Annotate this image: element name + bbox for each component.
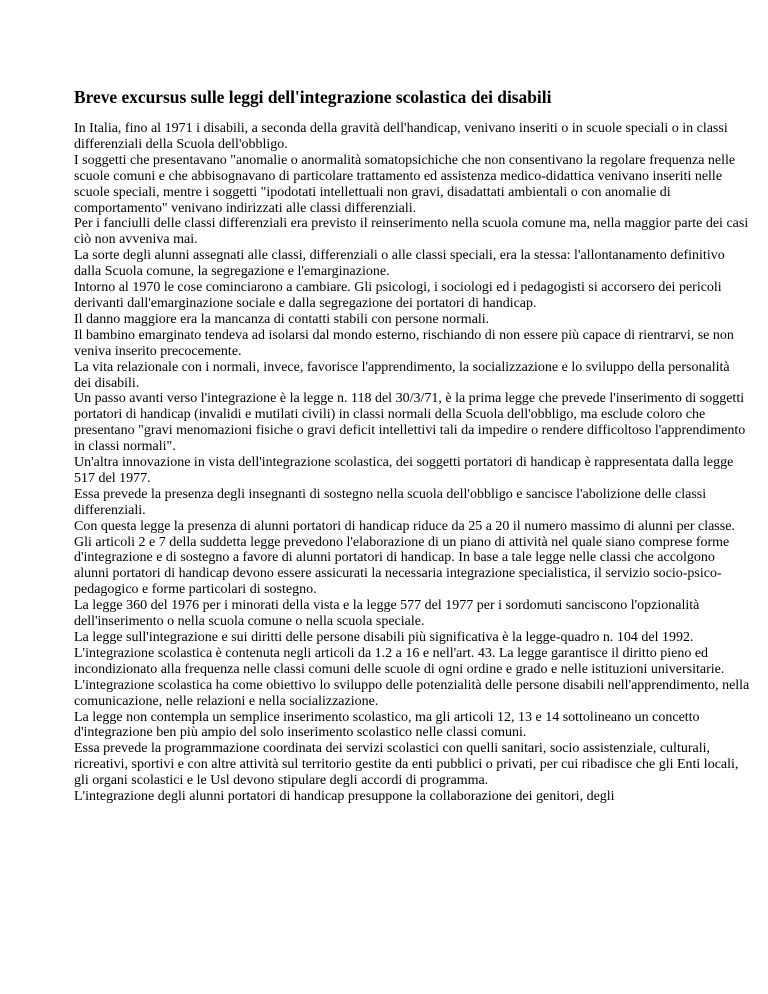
paragraph: Essa prevede la presenza degli insegnanti di sostegno nella scuola dell'obbligo e sancisce l'abolizione delle classi differenziali. [74,486,707,518]
paragraph: La vita relazionale con i normali, invece, favorisce l'apprendimento, la socializzazione e lo sviluppo della personalità dei disabili. [74,359,730,391]
paragraph: Con questa legge la presenza di alunni portatori di handicap riduce da 25 a 20 il numero massimo di alunni per classe. [74,518,735,534]
paragraph: L'integrazione degli alunni portatori di handicap presuppone la collaborazione dei genitori, degli [74,789,615,805]
paragraph: La legge 360 del 1976 per i minorati della vista e la legge 577 del 1977 per i sordomuti sanciscono l'opzionalità dell'inserimento o nella scuola comune o nella scuola speciale. [74,598,700,630]
paragraph: Intorno al 1970 le cose cominciarono a cambiare. Gli psicologi, i sociologi ed i pedagogisti si accorsero dei pericoli derivanti dall'emarginazione sociale e dalla segregazione dei portatori di handicap. [74,280,722,311]
paragraph: In Italia, fino al 1971 i disabili, a seconda della gravità dell'handicap, venivano inseriti o in scuole speciali o in classi differenziali della Scuola dell'obbligo. [74,121,728,152]
paragraph: L'integrazione scolastica ha come obiettivo lo sviluppo delle potenzialità delle persone disabili nell'apprendimento, nella comunicazione, nelle relazioni e nella socializzazione. [74,677,750,709]
paragraph: Essa prevede la programmazione coordinata dei servizi scolastici con quelli sanitari, socio assistenziale, culturali, ricreativi, sportivi e con altre attività sul territorio gestite da enti pubblici o privati, per cui ribadisce che gli Enti locali, gli organi scolastici e le Usl devono stipulare degli accordi di programma. [74,741,739,789]
document-title: Breve excursus sulle leggi dell'integrazione scolastica dei disabili [74,87,552,107]
paragraph: Il bambino emarginato tendeva ad isolarsi dal mondo esterno, rischiando di non essere più capace di rientrarvi, se non veniva inserito precocemente. [74,327,734,359]
paragraph: La sorte degli alunni assegnati alle classi, differenziali o alle classi speciali, era la stessa: l'allontanamento definitivo dalla Scuola comune, la segregazione e l'emarginazione. [74,248,725,280]
paragraph: Un passo avanti verso l'integrazione è la legge n. 118 del 30/3/71, è la prima legge che prevede l'inserimento di soggetti portatori di handicap (invalidi e mutilati civili) in classi normali della Scuola dell'obbligo, ma esclude coloro che presentano "gravi menomazioni fisiche o gravi deficit intellettivi tali da impedire o rendere difficoltoso l'apprendimento in classi normali". [74,391,746,455]
paragraph: La legge non contempla un semplice inserimento scolastico, ma gli articoli 12, 13 e 14 sottolineano un concetto d'integrazione ben più ampio del solo inserimento scolastico nelle classi comuni. [74,709,700,741]
paragraph: Gli articoli 2 e 7 della suddetta legge prevedono l'elaborazione di un piano di attività nel quale siano comprese forme d'integrazione e di sostegno a favore di alunni portatori di handicap. In base a tale legge nelle classi che accolgono alunni portatori di handicap devono essere assicurati la necessaria integrazione specialistica, il servizio socio-psico-pedagogico e forme particolari di sostegno. [74,534,730,598]
paragraph: Il danno maggiore era la mancanza di contatti stabili con persone normali. [74,311,490,327]
document-body [74,121,750,805]
paragraph: La legge sull'integrazione e sui diritti delle persone disabili più significativa è la legge-quadro n. 104 del 1992. [74,630,694,645]
paragraph: Per i fanciulli delle classi differenziali era previsto il reinserimento nella scuola comune ma, nella maggior parte dei casi ciò non avveniva mai. [74,216,749,248]
paragraph: Un'altra innovazione in vista dell'integrazione scolastica, dei soggetti portatori di handicap è rappresentata dalla legge 517 del 1977. [74,455,734,486]
paragraph: I soggetti che presentavano "anomalie o anormalità somatopsichiche che non consentivano la regolare frequenza nelle scuole comuni e che abbisognavano di particolare trattamento ed assistenza medico-didattica venivano inseriti nelle scuole speciali, mentre i soggetti "ipodotati intellettuali non gravi, disadattati ambientali o con anomalie di comportamento" venivano indirizzati alle classi differenziali. [74,152,736,216]
paragraph: L'integrazione scolastica è contenuta negli articoli da 1.2 a 16 e nell'art. 43. La legge garantisce il diritto pieno ed incondizionato alla frequenza nelle classi comuni delle scuole di ogni ordine e grado e nelle istituzioni universitarie. [74,645,725,677]
